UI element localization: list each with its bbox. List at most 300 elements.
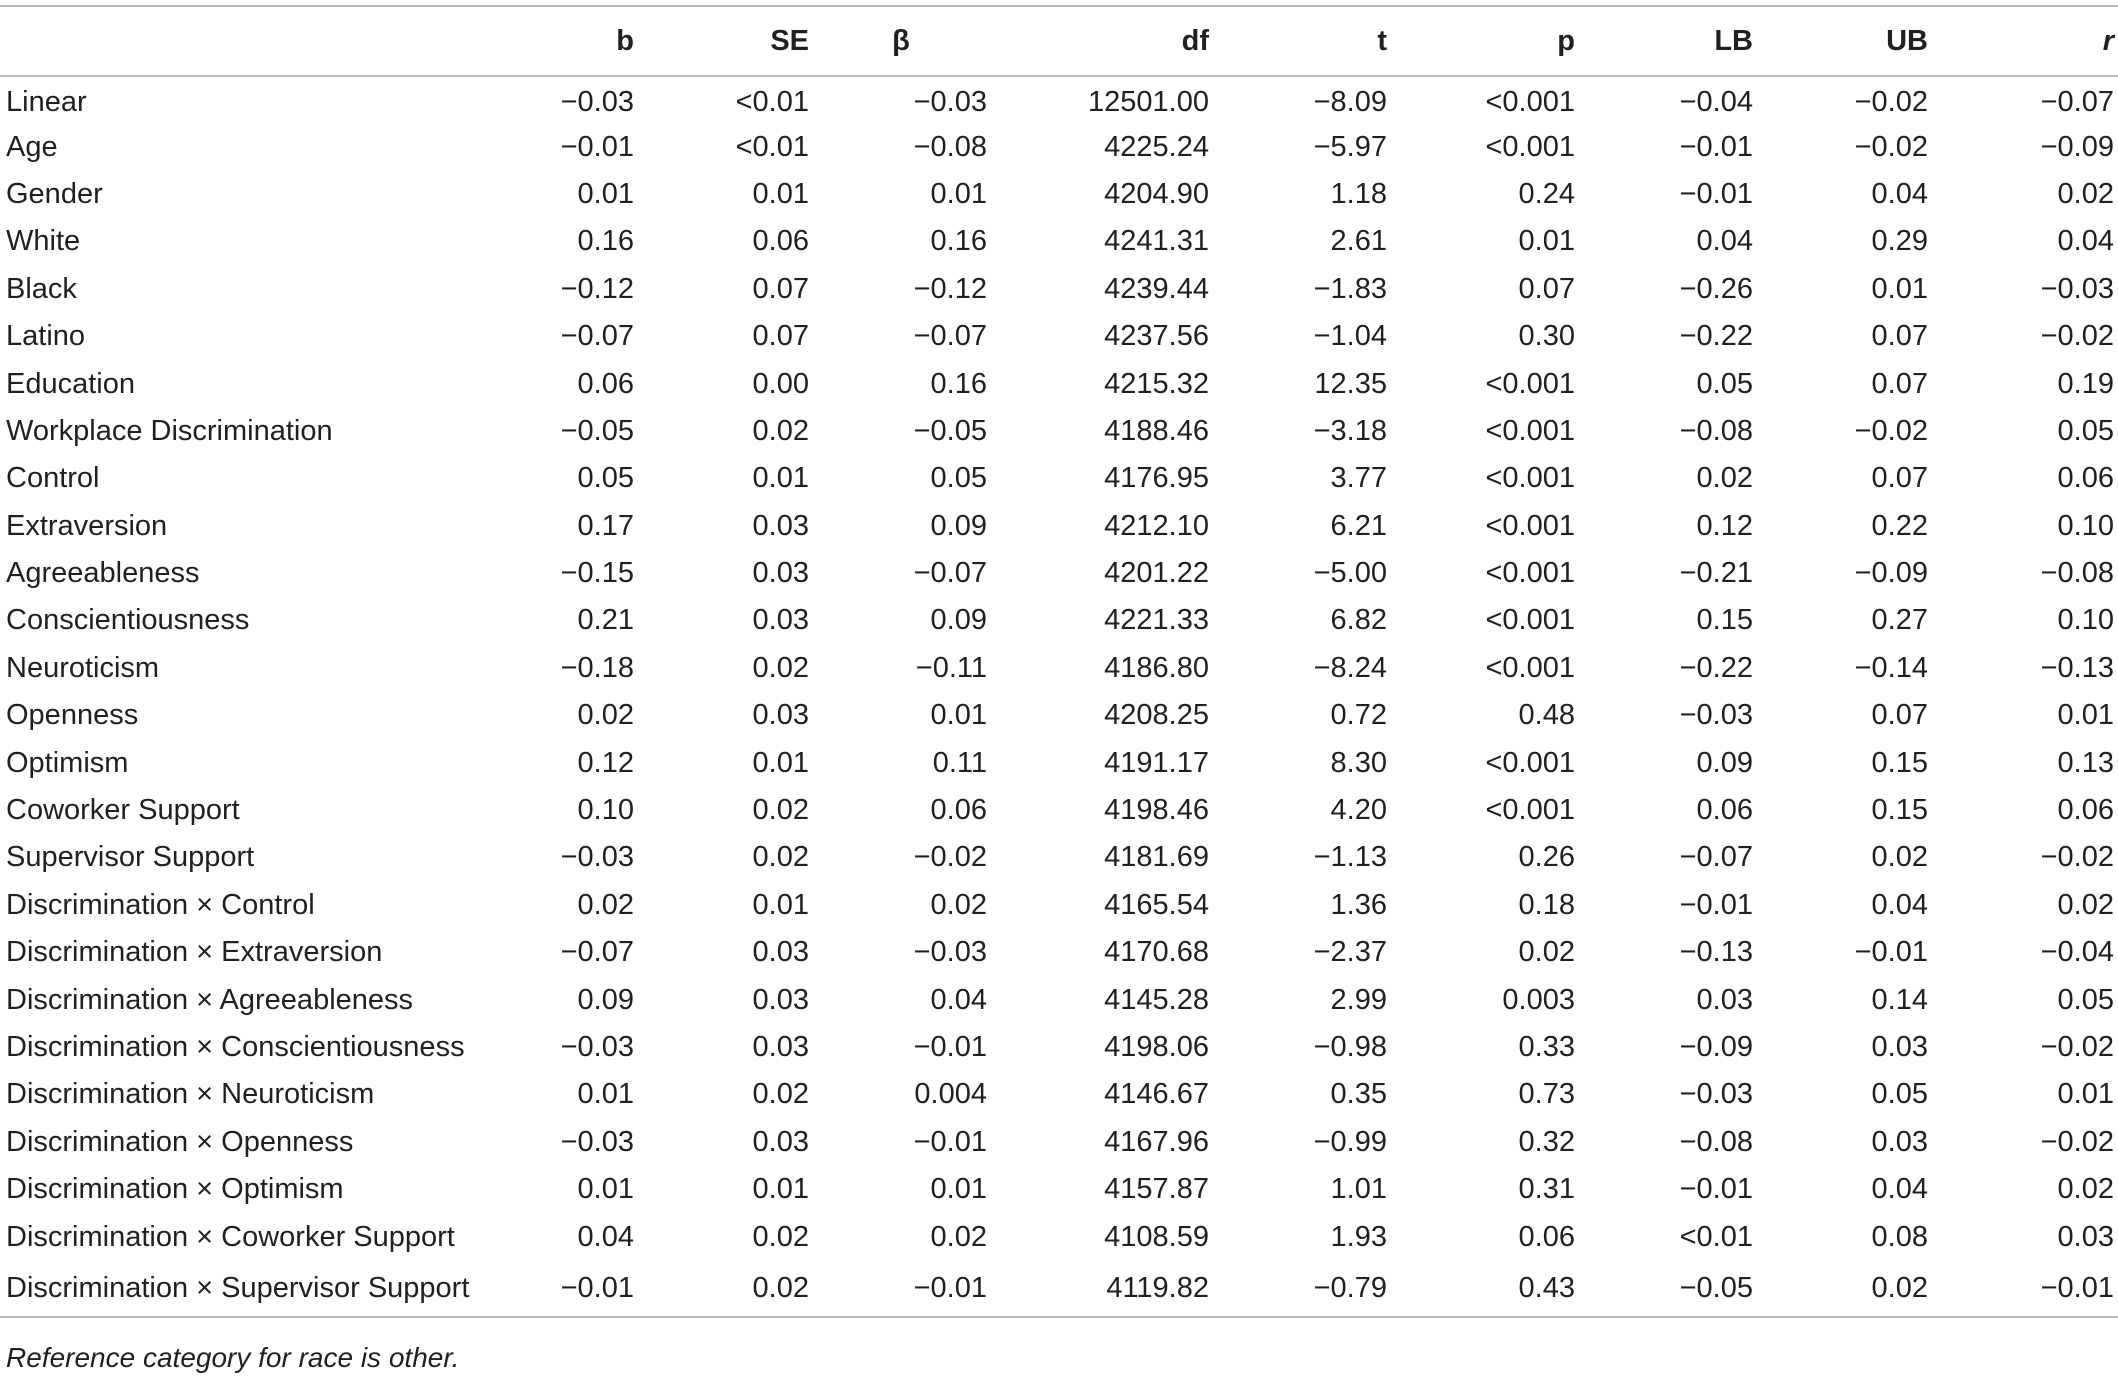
cell-t: −3.18 (1313, 414, 1387, 447)
cell-p: 0.33 (1518, 1031, 1575, 1063)
cell-p: 0.06 (1518, 1220, 1575, 1253)
cell-p: <0.001 (1485, 509, 1575, 542)
cell-df: 4208.25 (1104, 699, 1209, 732)
cell-r: −0.09 (2040, 130, 2114, 163)
cell-r: 0.19 (2057, 367, 2114, 400)
cell-b: 0.17 (577, 509, 634, 542)
header-b: b (616, 24, 634, 57)
cell-r: −0.02 (2040, 320, 2114, 353)
cell-p: <0.001 (1485, 367, 1575, 400)
cell-beta: 0.04 (930, 983, 987, 1016)
cell-ub: −0.02 (1854, 130, 1928, 163)
cell-b: 0.04 (577, 1220, 634, 1253)
cell-r: −0.01 (2040, 1271, 2114, 1304)
cell-label: Latino (6, 320, 86, 353)
cell-r: −0.08 (2040, 557, 2114, 590)
cell-se: <0.01 (735, 130, 809, 163)
cell-df: 4215.32 (1104, 367, 1209, 400)
table-row (0, 171, 2118, 218)
cell-b: −0.05 (560, 414, 634, 447)
cell-b: −0.12 (560, 272, 634, 305)
cell-r: −0.07 (2040, 85, 2114, 118)
cell-lb: −0.08 (1679, 414, 1753, 447)
cell-df: 4198.06 (1104, 1031, 1209, 1063)
cell-label: Discrimination × Optimism (6, 1173, 344, 1206)
cell-df: 4119.82 (1106, 1271, 1209, 1304)
cell-se: 0.01 (752, 746, 809, 779)
cell-p: 0.48 (1518, 699, 1575, 732)
cell-df: 4239.44 (1104, 272, 1209, 305)
cell-se: 0.03 (752, 1125, 809, 1158)
cell-beta: −0.03 (913, 85, 987, 118)
cell-df: 4165.54 (1104, 888, 1209, 921)
header-r: r (2102, 24, 2114, 57)
cell-se: 0.03 (752, 983, 809, 1016)
cell-b: 0.21 (577, 604, 634, 637)
cell-t: −1.83 (1313, 272, 1387, 305)
cell-ub: −0.02 (1854, 414, 1928, 447)
cell-ub: 0.08 (1871, 1220, 1928, 1253)
cell-b: −0.03 (560, 841, 634, 874)
cell-b: 0.06 (577, 367, 634, 400)
cell-df: 4145.28 (1104, 983, 1209, 1016)
table-row (0, 1213, 2118, 1260)
cell-lb: −0.01 (1679, 888, 1753, 921)
header-p: p (1557, 24, 1575, 57)
table-row (0, 360, 2118, 407)
table-row (0, 834, 2118, 881)
cell-p: 0.02 (1518, 936, 1575, 969)
cell-t: 1.93 (1330, 1220, 1387, 1253)
cell-lb: 0.05 (1696, 367, 1753, 400)
cell-p: 0.31 (1518, 1173, 1575, 1206)
cell-label: Openness (6, 699, 139, 732)
cell-ub: 0.15 (1871, 746, 1928, 779)
cell-df: 4157.87 (1104, 1173, 1209, 1206)
cell-df: 4198.46 (1104, 794, 1209, 827)
cell-beta: 0.01 (930, 177, 987, 210)
cell-p: 0.73 (1518, 1078, 1575, 1111)
cell-df: 4241.31 (1104, 225, 1209, 258)
cell-df: 4188.46 (1104, 414, 1209, 447)
cell-ub: 0.07 (1871, 367, 1928, 400)
cell-r: 0.05 (2057, 983, 2114, 1016)
cell-label: Workplace Discrimination (6, 414, 333, 447)
cell-b: −0.03 (560, 85, 634, 118)
cell-label: Discrimination × Extraversion (6, 936, 383, 969)
cell-beta: −0.01 (913, 1125, 987, 1158)
cell-lb: −0.04 (1679, 85, 1753, 118)
cell-lb: 0.15 (1696, 604, 1753, 637)
cell-beta: 0.09 (930, 509, 987, 542)
cell-label: Age (6, 130, 58, 163)
cell-b: −0.07 (560, 320, 634, 353)
header-row (0, 6, 2118, 76)
cell-se: 0.03 (752, 699, 809, 732)
cell-p: 0.07 (1518, 272, 1575, 305)
cell-se: 0.02 (752, 1271, 809, 1304)
cell-lb: 0.06 (1696, 794, 1753, 827)
cell-r: 0.04 (2057, 225, 2114, 258)
cell-se: 0.06 (752, 225, 809, 258)
cell-df: 4108.59 (1104, 1220, 1209, 1253)
table-row (0, 1166, 2118, 1213)
cell-p: 0.01 (1518, 225, 1575, 258)
cell-p: 0.24 (1518, 177, 1575, 210)
cell-lb: −0.26 (1679, 272, 1753, 305)
cell-beta: −0.07 (913, 557, 987, 590)
cell-t: −1.04 (1313, 320, 1387, 353)
table-row (0, 929, 2118, 976)
cell-se: 0.01 (752, 1173, 809, 1206)
cell-r: 0.13 (2057, 746, 2114, 779)
cell-se: 0.02 (752, 1078, 809, 1111)
cell-r: −0.02 (2040, 841, 2114, 874)
cell-t: 0.35 (1330, 1078, 1387, 1111)
cell-beta: −0.11 (915, 651, 987, 684)
header-lb: LB (1714, 24, 1753, 57)
cell-t: −0.79 (1313, 1271, 1387, 1304)
table-row (0, 882, 2118, 929)
cell-lb: −0.05 (1679, 1271, 1753, 1304)
cell-se: 0.03 (752, 557, 809, 590)
cell-label: Extraversion (6, 509, 168, 542)
cell-df: 4181.69 (1104, 841, 1209, 874)
cell-label: White (6, 225, 81, 258)
cell-beta: −0.02 (913, 841, 987, 874)
table-row (0, 1261, 2118, 1317)
cell-ub: −0.09 (1854, 557, 1928, 590)
cell-t: 3.77 (1330, 462, 1387, 495)
cell-beta: −0.03 (913, 936, 987, 969)
cell-p: <0.001 (1485, 557, 1575, 590)
cell-b: 0.09 (577, 983, 634, 1016)
cell-b: 0.01 (577, 177, 634, 210)
cell-ub: 0.22 (1871, 509, 1928, 542)
cell-ub: 0.15 (1871, 794, 1928, 827)
cell-ub: 0.14 (1871, 983, 1928, 1016)
cell-r: 0.02 (2057, 177, 2114, 210)
cell-ub: 0.27 (1871, 604, 1928, 637)
cell-se: 0.01 (752, 177, 809, 210)
cell-ub: 0.29 (1871, 225, 1928, 258)
cell-b: 0.16 (577, 225, 634, 258)
table-row (0, 76, 2118, 123)
cell-se: 0.07 (752, 272, 809, 305)
cell-t: −5.97 (1313, 130, 1387, 163)
cell-se: 0.03 (752, 936, 809, 969)
table-row (0, 739, 2118, 786)
table-row (0, 1119, 2118, 1166)
table-row (0, 645, 2118, 692)
cell-b: 0.01 (577, 1173, 634, 1206)
cell-lb: −0.22 (1679, 320, 1753, 353)
cell-ub: 0.03 (1871, 1031, 1928, 1063)
cell-ub: 0.04 (1871, 177, 1928, 210)
table-row (0, 1071, 2118, 1118)
cell-p: 0.43 (1518, 1271, 1575, 1304)
cell-r: 0.03 (2057, 1220, 2114, 1253)
table-row (0, 313, 2118, 360)
cell-p: 0.30 (1518, 320, 1575, 353)
cell-beta: 0.05 (930, 462, 987, 495)
cell-label: Gender (6, 177, 103, 210)
cell-beta: −0.07 (913, 320, 987, 353)
cell-r: 0.10 (2057, 604, 2114, 637)
table-row (0, 597, 2118, 644)
cell-label: Discrimination × Control (6, 888, 315, 921)
cell-lb: 0.09 (1696, 746, 1753, 779)
cell-r: −0.04 (2040, 936, 2114, 969)
cell-t: 6.82 (1330, 604, 1387, 637)
cell-label: Discrimination × Openness (6, 1125, 354, 1158)
cell-b: −0.01 (560, 1271, 634, 1304)
cell-lb: −0.01 (1679, 130, 1753, 163)
cell-b: −0.18 (560, 651, 634, 684)
cell-lb: −0.09 (1679, 1031, 1753, 1063)
cell-lb: −0.03 (1679, 1078, 1753, 1111)
cell-p: 0.32 (1518, 1125, 1575, 1158)
cell-beta: −0.01 (913, 1271, 987, 1304)
cell-p: 0.003 (1502, 983, 1575, 1016)
cell-r: −0.02 (2040, 1031, 2114, 1063)
cell-ub: 0.05 (1871, 1078, 1928, 1111)
cell-se: 0.02 (752, 414, 809, 447)
cell-se: 0.02 (752, 1220, 809, 1253)
cell-lb: −0.22 (1679, 651, 1753, 684)
cell-lb: 0.12 (1696, 509, 1753, 542)
cell-r: 0.06 (2057, 794, 2114, 827)
cell-se: 0.03 (752, 1031, 809, 1063)
cell-lb: 0.02 (1696, 462, 1753, 495)
cell-t: −8.09 (1313, 85, 1387, 118)
cell-b: 0.01 (577, 1078, 634, 1111)
cell-r: 0.10 (2057, 509, 2114, 542)
cell-df: 4186.80 (1104, 651, 1209, 684)
cell-se: 0.03 (752, 509, 809, 542)
table-footnote: Reference category for race is other. (6, 1342, 460, 1373)
cell-p: <0.001 (1485, 462, 1575, 495)
cell-lb: −0.07 (1679, 841, 1753, 874)
header-label (0, 6, 520, 76)
cell-label: Control (6, 462, 100, 495)
regression-table (0, 5, 2118, 1318)
cell-ub: 0.07 (1871, 462, 1928, 495)
cell-df: 4167.96 (1104, 1125, 1209, 1158)
header-df: df (1181, 24, 1209, 57)
cell-ub: −0.02 (1854, 85, 1928, 118)
cell-label: Conscientiousness (6, 604, 250, 637)
cell-lb: −0.08 (1679, 1125, 1753, 1158)
cell-beta: −0.08 (913, 130, 987, 163)
cell-r: 0.02 (2057, 1173, 2114, 1206)
cell-p: 0.26 (1518, 841, 1575, 874)
cell-lb: −0.21 (1679, 557, 1753, 590)
cell-df: 4146.67 (1104, 1078, 1209, 1111)
cell-label: Discrimination × Agreeableness (6, 983, 414, 1016)
cell-lb: <0.01 (1679, 1220, 1753, 1253)
cell-beta: −0.01 (913, 1031, 987, 1063)
table-row (0, 123, 2118, 170)
cell-b: 0.10 (577, 794, 634, 827)
cell-se: 0.07 (752, 320, 809, 353)
cell-r: 0.01 (2057, 699, 2114, 732)
cell-p: 0.18 (1518, 888, 1575, 921)
cell-t: 4.20 (1330, 794, 1387, 827)
cell-p: <0.001 (1485, 604, 1575, 637)
cell-t: 1.18 (1330, 177, 1387, 210)
cell-label: Optimism (6, 746, 129, 779)
cell-t: 1.01 (1330, 1173, 1387, 1206)
cell-ub: 0.07 (1871, 699, 1928, 732)
cell-label: Discrimination × Coworker Support (6, 1220, 455, 1253)
cell-lb: −0.01 (1679, 177, 1753, 210)
cell-beta: 0.01 (930, 699, 987, 732)
cell-ub: 0.03 (1871, 1125, 1928, 1158)
cell-t: −0.98 (1313, 1031, 1387, 1063)
cell-t: −8.24 (1313, 651, 1387, 684)
table-row (0, 976, 2118, 1023)
cell-se: 0.01 (752, 462, 809, 495)
cell-beta: 0.004 (914, 1078, 987, 1111)
cell-label: Education (6, 367, 135, 400)
cell-beta: 0.06 (930, 794, 987, 827)
cell-label: Coworker Support (6, 794, 240, 827)
cell-p: <0.001 (1485, 746, 1575, 779)
cell-p: <0.001 (1485, 651, 1575, 684)
cell-se: 0.00 (752, 367, 809, 400)
cell-ub: 0.02 (1871, 1271, 1928, 1304)
cell-b: 0.02 (577, 888, 634, 921)
table-row (0, 1024, 2118, 1071)
cell-label: Black (6, 272, 77, 305)
cell-label: Linear (6, 85, 87, 118)
cell-df: 4204.90 (1104, 177, 1209, 210)
header-t: t (1377, 24, 1387, 57)
table-row (0, 787, 2118, 834)
cell-p: <0.001 (1485, 130, 1575, 163)
table-row (0, 550, 2118, 597)
cell-beta: −0.12 (913, 272, 987, 305)
cell-t: −5.00 (1313, 557, 1387, 590)
cell-label: Neuroticism (6, 651, 160, 684)
cell-b: −0.01 (560, 130, 634, 163)
cell-t: −1.13 (1313, 841, 1387, 874)
table-row (0, 408, 2118, 455)
cell-se: 0.02 (752, 794, 809, 827)
cell-b: 0.02 (577, 699, 634, 732)
cell-df: 4201.22 (1104, 557, 1209, 590)
cell-t: 8.30 (1330, 746, 1387, 779)
cell-t: −0.99 (1313, 1125, 1387, 1158)
cell-r: −0.03 (2040, 272, 2114, 305)
table-row (0, 218, 2118, 265)
cell-t: −2.37 (1313, 936, 1387, 969)
cell-b: 0.12 (577, 746, 634, 779)
header-beta: β (892, 24, 910, 57)
cell-b: −0.15 (560, 557, 634, 590)
cell-lb: 0.03 (1696, 983, 1753, 1016)
cell-ub: 0.04 (1871, 888, 1928, 921)
table-row (0, 455, 2118, 502)
table-row (0, 503, 2118, 550)
cell-label: Agreeableness (6, 557, 200, 590)
cell-se: 0.02 (752, 841, 809, 874)
cell-ub: −0.01 (1854, 936, 1928, 969)
cell-b: 0.05 (577, 462, 634, 495)
cell-lb: 0.04 (1696, 225, 1753, 258)
cell-ub: 0.07 (1871, 320, 1928, 353)
cell-r: 0.02 (2057, 888, 2114, 921)
cell-label: Discrimination × Supervisor Support (6, 1271, 470, 1304)
cell-r: 0.01 (2057, 1078, 2114, 1111)
cell-se: 0.02 (752, 651, 809, 684)
cell-beta: 0.11 (932, 746, 987, 779)
cell-df: 4170.68 (1104, 936, 1209, 969)
cell-df: 4176.95 (1104, 462, 1209, 495)
cell-ub: 0.02 (1871, 841, 1928, 874)
cell-beta: 0.16 (930, 367, 987, 400)
cell-lb: −0.03 (1679, 699, 1753, 732)
cell-t: 0.72 (1330, 699, 1387, 732)
cell-beta: 0.02 (930, 888, 987, 921)
cell-df: 4221.33 (1104, 604, 1209, 637)
cell-beta: −0.05 (913, 414, 987, 447)
cell-r: 0.06 (2057, 462, 2114, 495)
cell-b: −0.03 (560, 1031, 634, 1063)
cell-beta: 0.09 (930, 604, 987, 637)
table-body (0, 76, 2118, 1317)
header-ub: UB (1886, 24, 1928, 57)
cell-ub: 0.04 (1871, 1173, 1928, 1206)
cell-df: 4237.56 (1104, 320, 1209, 353)
header-se: SE (770, 24, 809, 57)
cell-label: Discrimination × Neuroticism (6, 1078, 375, 1111)
cell-beta: 0.01 (930, 1173, 987, 1206)
cell-df: 4212.10 (1104, 509, 1209, 542)
cell-df: 4191.17 (1104, 746, 1209, 779)
cell-b: −0.07 (560, 936, 634, 969)
cell-r: 0.05 (2057, 414, 2114, 447)
cell-t: 1.36 (1330, 888, 1387, 921)
table-row (0, 266, 2118, 313)
cell-b: −0.03 (560, 1125, 634, 1158)
cell-label: Supervisor Support (6, 841, 255, 874)
cell-se: <0.01 (735, 85, 809, 118)
cell-t: 12.35 (1314, 367, 1387, 400)
cell-r: −0.13 (2040, 651, 2114, 684)
table-row (0, 692, 2118, 739)
cell-p: <0.001 (1485, 414, 1575, 447)
cell-t: 6.21 (1330, 509, 1387, 542)
cell-ub: 0.01 (1871, 272, 1928, 305)
cell-df: 12501.00 (1088, 85, 1209, 118)
cell-p: <0.001 (1485, 85, 1575, 118)
cell-lb: −0.13 (1679, 936, 1753, 969)
cell-beta: 0.02 (930, 1220, 987, 1253)
cell-lb: −0.01 (1679, 1173, 1753, 1206)
cell-se: 0.03 (752, 604, 809, 637)
cell-beta: 0.16 (930, 225, 987, 258)
cell-df: 4225.24 (1104, 130, 1209, 163)
cell-ub: −0.14 (1854, 651, 1928, 684)
cell-p: <0.001 (1485, 794, 1575, 827)
cell-r: −0.02 (2040, 1125, 2114, 1158)
cell-label: Discrimination × Conscientiousness (6, 1031, 465, 1063)
cell-se: 0.01 (752, 888, 809, 921)
cell-t: 2.99 (1330, 983, 1387, 1016)
table-header (0, 6, 2118, 76)
